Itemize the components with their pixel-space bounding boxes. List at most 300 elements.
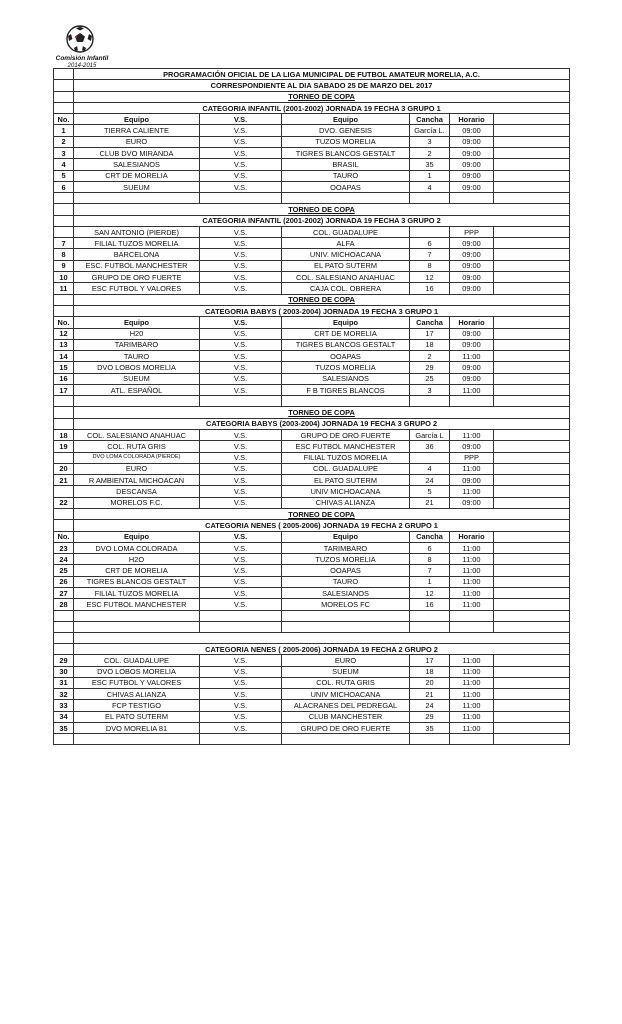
- away-team: TAURO: [282, 576, 410, 587]
- torneo-title: TORNEO DE COPA: [74, 91, 570, 102]
- match-row: [54, 351, 570, 362]
- vs-label: V.S.: [200, 486, 282, 497]
- match-row: [54, 677, 570, 688]
- time: 11:00: [450, 565, 494, 576]
- away-team: BRASIL: [282, 159, 410, 170]
- category-title: CATEGORIA BABYS ( 2003-2004) JORNADA 19 FECHA 3 GRUPO 1: [74, 305, 570, 316]
- field: 3: [410, 136, 450, 147]
- col-header-cancha: Cancha: [410, 317, 450, 328]
- match-number: 6: [54, 181, 74, 192]
- vs-label: V.S.: [200, 554, 282, 565]
- category-title: CATEGORIA BABYS (2003-2004) JORNADA 19 FECHA 3 GRUPO 2: [74, 418, 570, 429]
- away-team: DVO. GENESIS: [282, 125, 410, 136]
- match-number: 9: [54, 260, 74, 271]
- match-number: 35: [54, 723, 74, 734]
- match-row: [54, 486, 570, 497]
- away-team: EURO: [282, 655, 410, 666]
- vs-label: V.S.: [200, 328, 282, 339]
- field: 25: [410, 373, 450, 384]
- match-number: 24: [54, 554, 74, 565]
- time: 09:00: [450, 249, 494, 260]
- vs-label: V.S.: [200, 272, 282, 283]
- time: 11:00: [450, 486, 494, 497]
- home-team: SUEUM: [74, 373, 200, 384]
- match-row: [54, 463, 570, 474]
- time: 11:00: [450, 351, 494, 362]
- time: 11:00: [450, 588, 494, 599]
- time: 09:00: [450, 136, 494, 147]
- match-number: [54, 486, 74, 497]
- match-row: [54, 666, 570, 677]
- col-header-equipo-local: Equipo: [74, 531, 200, 542]
- blank-row: [54, 621, 570, 632]
- vs-label: V.S.: [200, 283, 282, 294]
- away-team: TAURO: [282, 170, 410, 181]
- field: 7: [410, 565, 450, 576]
- field: 4: [410, 463, 450, 474]
- vs-label: V.S.: [200, 170, 282, 181]
- away-team: OOAPAS: [282, 351, 410, 362]
- vs-label: V.S.: [200, 339, 282, 350]
- time: 11:00: [450, 666, 494, 677]
- home-team: H2O: [74, 554, 200, 565]
- vs-label: V.S.: [200, 373, 282, 384]
- match-row: [54, 238, 570, 249]
- match-number: 30: [54, 666, 74, 677]
- match-number: 19: [54, 441, 74, 452]
- field: 8: [410, 260, 450, 271]
- match-row: [54, 497, 570, 508]
- away-team: EL PATO SUTERM: [282, 260, 410, 271]
- home-team: ESC FUTBOL MANCHESTER: [74, 599, 200, 610]
- match-number: 22: [54, 497, 74, 508]
- match-row: [54, 542, 570, 553]
- time: 09:00: [450, 170, 494, 181]
- match-row: [54, 328, 570, 339]
- time: 11:00: [450, 542, 494, 553]
- away-team: GRUPO DE ORO FUERTE: [282, 429, 410, 440]
- vs-label: V.S.: [200, 429, 282, 440]
- torneo-row: [54, 632, 570, 643]
- field: 17: [410, 655, 450, 666]
- time: 09:00: [450, 328, 494, 339]
- league-logo: [52, 22, 109, 72]
- field: 6: [410, 238, 450, 249]
- away-team: F B TIGRES BLANCOS: [282, 385, 410, 396]
- column-header-row: [54, 317, 570, 328]
- away-team: UNIV MICHOACANA: [282, 689, 410, 700]
- time: 09:00: [450, 181, 494, 192]
- match-row: [54, 689, 570, 700]
- away-team: ALFA: [282, 238, 410, 249]
- match-row: [54, 475, 570, 486]
- category-title: CATEGORIA NENES ( 2005-2006) JORNADA 19 FECHA 2 GRUPO 2: [74, 643, 570, 654]
- field: 2: [410, 148, 450, 159]
- match-number: 5: [54, 170, 74, 181]
- field: 2: [410, 351, 450, 362]
- match-row: [54, 711, 570, 722]
- field: [410, 452, 450, 463]
- field: 17: [410, 328, 450, 339]
- field: 18: [410, 666, 450, 677]
- match-number: 21: [54, 475, 74, 486]
- col-header-vs: V.S.: [200, 317, 282, 328]
- schedule-table: [53, 68, 570, 745]
- home-team: TARIMBARO: [74, 339, 200, 350]
- match-number: 31: [54, 677, 74, 688]
- field: 5: [410, 486, 450, 497]
- field: [410, 226, 450, 237]
- time: 11:00: [450, 463, 494, 474]
- away-team: FILIAL TUZOS MORELIA: [282, 452, 410, 463]
- torneo-title: TORNEO DE COPA: [74, 204, 570, 215]
- vs-label: V.S.: [200, 238, 282, 249]
- blank-row: [54, 396, 570, 407]
- time: 11:00: [450, 576, 494, 587]
- home-team: ESC FUTBOL Y VALORES: [74, 677, 200, 688]
- match-number: 2: [54, 136, 74, 147]
- vs-label: V.S.: [200, 475, 282, 486]
- away-team: SUEUM: [282, 666, 410, 677]
- match-row: [54, 159, 570, 170]
- field: 36: [410, 441, 450, 452]
- vs-label: V.S.: [200, 542, 282, 553]
- match-row: [54, 373, 570, 384]
- time: 11:00: [450, 599, 494, 610]
- blank-row: [54, 610, 570, 621]
- home-team: GRUPO DE ORO FUERTE: [74, 272, 200, 283]
- logo-years: 2014-2015: [67, 63, 97, 69]
- home-team: SUEUM: [74, 181, 200, 192]
- category-title: CATEGORIA INFANTIL (2001-2002) JORNADA 19 FECHA 3 GRUPO 2: [74, 215, 570, 226]
- vs-label: V.S.: [200, 576, 282, 587]
- vs-label: V.S.: [200, 385, 282, 396]
- match-row: [54, 170, 570, 181]
- vs-label: V.S.: [200, 136, 282, 147]
- away-team: CLUB MANCHESTER: [282, 711, 410, 722]
- time: PPP: [450, 452, 494, 463]
- away-team: COL. GUADALUPE: [282, 226, 410, 237]
- vs-label: V.S.: [200, 125, 282, 136]
- match-number: [54, 452, 74, 463]
- vs-label: V.S.: [200, 226, 282, 237]
- col-header-horario: Horario: [450, 114, 494, 125]
- time: 11:00: [450, 385, 494, 396]
- vs-label: V.S.: [200, 565, 282, 576]
- home-team: DVO MORELIA 81: [74, 723, 200, 734]
- match-row: [54, 599, 570, 610]
- field: 24: [410, 475, 450, 486]
- home-team: DVO LOMA COLORADA: [74, 542, 200, 553]
- away-team: COL. SALESIANO ANAHUAC: [282, 272, 410, 283]
- away-team: TIGRES BLANCOS GESTALT: [282, 339, 410, 350]
- col-header-equipo-local: Equipo: [74, 114, 200, 125]
- vs-label: V.S.: [200, 655, 282, 666]
- home-team: EL PATO SUTERM: [74, 711, 200, 722]
- field: 1: [410, 170, 450, 181]
- match-row: [54, 148, 570, 159]
- col-header-equipo-visitante: Equipo: [282, 317, 410, 328]
- vs-label: V.S.: [200, 497, 282, 508]
- vs-label: V.S.: [200, 249, 282, 260]
- field: 18: [410, 339, 450, 350]
- match-row: [54, 272, 570, 283]
- match-number: 26: [54, 576, 74, 587]
- match-row: [54, 452, 570, 463]
- match-number: 23: [54, 542, 74, 553]
- match-row: [54, 655, 570, 666]
- blank-row: [54, 193, 570, 204]
- time: 09:00: [450, 125, 494, 136]
- torneo-title: TORNEO DE COPA: [74, 294, 570, 305]
- match-row: [54, 588, 570, 599]
- vs-label: V.S.: [200, 159, 282, 170]
- field: 29: [410, 362, 450, 373]
- field: 35: [410, 723, 450, 734]
- match-number: 29: [54, 655, 74, 666]
- home-team: DVO LOBOS MORELIA: [74, 362, 200, 373]
- home-team: FILIAL TUZOS MORELIA: [74, 238, 200, 249]
- field: 21: [410, 689, 450, 700]
- match-number: 33: [54, 700, 74, 711]
- logo-name: Comisión Infantil: [55, 55, 109, 62]
- col-header-horario: Horario: [450, 317, 494, 328]
- col-header-vs: V.S.: [200, 114, 282, 125]
- match-number: 17: [54, 385, 74, 396]
- home-team: FILIAL TUZOS MORELIA: [74, 588, 200, 599]
- field: 4: [410, 181, 450, 192]
- home-team: H20: [74, 328, 200, 339]
- home-team: COL. RUTA GRIS: [74, 441, 200, 452]
- category-row: [54, 102, 570, 113]
- away-team: TIGRES BLANCOS GESTALT: [282, 148, 410, 159]
- home-team: CRT DE MORELIA: [74, 565, 200, 576]
- away-team: CHIVAS ALIANZA: [282, 497, 410, 508]
- torneo-title: TORNEO DE COPA: [74, 508, 570, 519]
- category-row: [54, 643, 570, 654]
- match-number: 12: [54, 328, 74, 339]
- away-team: SALESIANOS: [282, 588, 410, 599]
- away-team: UNIV MICHOACANA: [282, 486, 410, 497]
- match-number: 28: [54, 599, 74, 610]
- match-number: 15: [54, 362, 74, 373]
- category-row: [54, 215, 570, 226]
- away-team: TUZOS MORELIA: [282, 554, 410, 565]
- time: 09:00: [450, 272, 494, 283]
- time: 09:00: [450, 283, 494, 294]
- match-number: 3: [54, 148, 74, 159]
- home-team: BARCELONA: [74, 249, 200, 260]
- time: 09:00: [450, 497, 494, 508]
- field: 12: [410, 272, 450, 283]
- col-header-horario: Horario: [450, 531, 494, 542]
- field: 1: [410, 576, 450, 587]
- away-team: COL. GUADALUPE: [282, 463, 410, 474]
- field: 6: [410, 542, 450, 553]
- field: 20: [410, 677, 450, 688]
- torneo-row: [54, 407, 570, 418]
- home-team: EURO: [74, 463, 200, 474]
- vs-label: V.S.: [200, 723, 282, 734]
- column-header-row: [54, 114, 570, 125]
- home-team: ESC FUTBOL Y VALORES: [74, 283, 200, 294]
- torneo-title: TORNEO DE COPA: [74, 407, 570, 418]
- time: 09:00: [450, 159, 494, 170]
- field: García L.: [410, 125, 450, 136]
- field: 12: [410, 588, 450, 599]
- category-row: [54, 418, 570, 429]
- time: 09:00: [450, 238, 494, 249]
- away-team: TARIMBARO: [282, 542, 410, 553]
- time: 09:00: [450, 373, 494, 384]
- match-number: 18: [54, 429, 74, 440]
- torneo-row: [54, 91, 570, 102]
- vs-label: V.S.: [200, 666, 282, 677]
- match-number: 7: [54, 238, 74, 249]
- vs-label: V.S.: [200, 260, 282, 271]
- home-team: TIGRES BLANCOS GESTALT: [74, 576, 200, 587]
- match-number: 20: [54, 463, 74, 474]
- time: PPP: [450, 226, 494, 237]
- torneo-row: [54, 508, 570, 519]
- vs-label: V.S.: [200, 148, 282, 159]
- home-team: CRT DE MORELIA: [74, 170, 200, 181]
- category-title: CATEGORIA INFANTIL (2001-2002) JORNADA 19 FECHA 3 GRUPO 1: [74, 102, 570, 113]
- time: 11:00: [450, 655, 494, 666]
- home-team: CLUB DVO MIRANDA: [74, 148, 200, 159]
- col-header-no: No.: [54, 531, 74, 542]
- field: 29: [410, 711, 450, 722]
- vs-label: V.S.: [200, 362, 282, 373]
- time: 11:00: [450, 677, 494, 688]
- vs-label: V.S.: [200, 588, 282, 599]
- vs-label: V.S.: [200, 599, 282, 610]
- col-header-no: No.: [54, 114, 74, 125]
- match-number: 25: [54, 565, 74, 576]
- vs-label: V.S.: [200, 441, 282, 452]
- field: García L: [410, 429, 450, 440]
- home-team: R AMBIENTAL MICHOACAN: [74, 475, 200, 486]
- field: 8: [410, 554, 450, 565]
- vs-label: V.S.: [200, 689, 282, 700]
- match-number: 8: [54, 249, 74, 260]
- time: 09:00: [450, 475, 494, 486]
- column-header-row: [54, 531, 570, 542]
- field: 16: [410, 283, 450, 294]
- home-team: DVO LOMA COLORADA (PIERDE): [74, 452, 200, 463]
- torneo-row: [54, 294, 570, 305]
- field: 3: [410, 385, 450, 396]
- match-number: 34: [54, 711, 74, 722]
- page-subtitle: CORRESPONDIENTE AL DIA SABADO 25 DE MARZO DEL 2017: [74, 80, 570, 91]
- vs-label: V.S.: [200, 711, 282, 722]
- field: 35: [410, 159, 450, 170]
- home-team: FCP TESTIGO: [74, 700, 200, 711]
- vs-label: V.S.: [200, 700, 282, 711]
- category-row: [54, 520, 570, 531]
- match-row: [54, 441, 570, 452]
- time: 09:00: [450, 441, 494, 452]
- away-team: UNIV. MICHOACANA: [282, 249, 410, 260]
- match-row: [54, 249, 570, 260]
- field: 24: [410, 700, 450, 711]
- match-row: [54, 700, 570, 711]
- match-number: 13: [54, 339, 74, 350]
- match-row: [54, 362, 570, 373]
- away-team: CAJA COL. OBRERA: [282, 283, 410, 294]
- col-header-equipo-local: Equipo: [74, 317, 200, 328]
- home-team: ESC. FUTBOL MANCHESTER: [74, 260, 200, 271]
- time: 09:00: [450, 148, 494, 159]
- col-header-equipo-visitante: Equipo: [282, 531, 410, 542]
- field: 21: [410, 497, 450, 508]
- vs-label: V.S.: [200, 181, 282, 192]
- vs-label: V.S.: [200, 452, 282, 463]
- match-number: 32: [54, 689, 74, 700]
- time: 09:00: [450, 362, 494, 373]
- time: 11:00: [450, 689, 494, 700]
- col-header-cancha: Cancha: [410, 531, 450, 542]
- home-team: COL. SALESIANO ANAHUAC: [74, 429, 200, 440]
- match-row: [54, 226, 570, 237]
- col-header-cancha: Cancha: [410, 114, 450, 125]
- vs-label: V.S.: [200, 677, 282, 688]
- category-title: CATEGORIA NENES ( 2005-2006) JORNADA 19 FECHA 2 GRUPO 1: [74, 520, 570, 531]
- home-team: SAN ANTONIO (PIERDE): [74, 226, 200, 237]
- home-team: ATL. ESPAÑOL: [74, 385, 200, 396]
- time: 11:00: [450, 554, 494, 565]
- match-row: [54, 565, 570, 576]
- vs-label: V.S.: [200, 463, 282, 474]
- time: 11:00: [450, 723, 494, 734]
- home-team: DVO LOBOS MORELIA: [74, 666, 200, 677]
- match-number: 14: [54, 351, 74, 362]
- match-row: [54, 125, 570, 136]
- match-row: [54, 554, 570, 565]
- match-row: [54, 260, 570, 271]
- field: 16: [410, 599, 450, 610]
- col-header-equipo-visitante: Equipo: [282, 114, 410, 125]
- match-number: 27: [54, 588, 74, 599]
- away-team: TUZOS MORELIA: [282, 362, 410, 373]
- away-team: OOAPAS: [282, 181, 410, 192]
- match-row: [54, 723, 570, 734]
- match-number: 1: [54, 125, 74, 136]
- home-team: DESCANSA: [74, 486, 200, 497]
- page-title: PROGRAMACIÓN OFICIAL DE LA LIGA MUNICIPAL DE FUTBOL AMATEUR MORELIA, A.C.: [74, 69, 570, 80]
- category-row: [54, 305, 570, 316]
- away-team: ALACRANES DEL PEDREGAL: [282, 700, 410, 711]
- time: 11:00: [450, 429, 494, 440]
- away-team: MORELOS FC: [282, 599, 410, 610]
- soccer-ball-icon: [65, 24, 95, 54]
- away-team: EL PATO SUTERM: [282, 475, 410, 486]
- col-header-no: No.: [54, 317, 74, 328]
- match-row: [54, 576, 570, 587]
- time: 09:00: [450, 339, 494, 350]
- vs-label: V.S.: [200, 351, 282, 362]
- time: 11:00: [450, 700, 494, 711]
- away-team: OOAPAS: [282, 565, 410, 576]
- match-row: [54, 181, 570, 192]
- away-team: SALESIANOS: [282, 373, 410, 384]
- away-team: ESC FUTBOL MANCHESTER: [282, 441, 410, 452]
- match-number: 4: [54, 159, 74, 170]
- home-team: TIERRA CALIENTE: [74, 125, 200, 136]
- home-team: CHIVAS ALIANZA: [74, 689, 200, 700]
- time: 09:00: [450, 260, 494, 271]
- home-team: EURO: [74, 136, 200, 147]
